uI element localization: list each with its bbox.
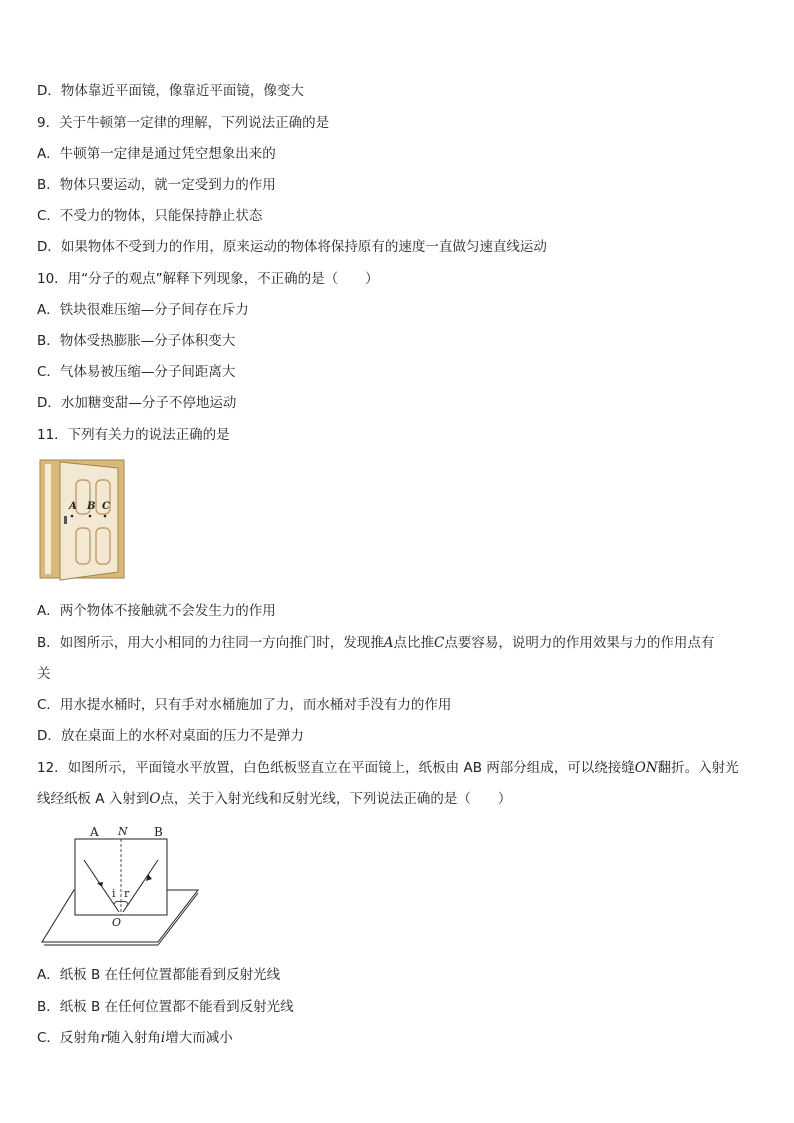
q11-stem: 11．下列有关力的说法正确的是 bbox=[37, 427, 230, 443]
q10-option-b: B．物体受热膨胀—分子体积变大 bbox=[37, 333, 236, 349]
door-figure bbox=[38, 458, 126, 582]
q9-option-c: C．不受力的物体，只能保持静止状态 bbox=[37, 208, 263, 224]
q12-option-c: C．反射角r随入射角i增大而减小 bbox=[37, 1030, 233, 1046]
q10-option-d: D．水加糖变甜—分子不停地运动 bbox=[37, 395, 237, 411]
door-label-b: B bbox=[87, 501, 96, 512]
board-label-n: N bbox=[118, 825, 128, 838]
door-point-b bbox=[89, 515, 92, 518]
point-label-o: O bbox=[112, 916, 122, 929]
q11-option-d: D．放在桌面上的水杯对桌面的压力不是弹力 bbox=[37, 728, 304, 744]
board-label-b: B bbox=[154, 825, 163, 839]
q12-option-b: B．纸板 B 在任何位置都不能看到反射光线 bbox=[37, 999, 294, 1015]
q9-option-a: A．牛顿第一定律是通过凭空想象出来的 bbox=[37, 146, 276, 162]
door-label-a: A bbox=[69, 501, 77, 512]
q10-option-c: C．气体易被压缩—分子间距离大 bbox=[37, 364, 236, 380]
q12-stem: 12．如图所示，平面镜水平放置，白色纸板竖直立在平面镜上，纸板由 AB 两部分组成，可以绕接缝ON翻折。入射光 bbox=[37, 760, 739, 776]
door-point-a bbox=[71, 515, 74, 518]
q11-option-c: C．用水提水桶时，只有手对水桶施加了力，而水桶对手没有力的作用 bbox=[37, 697, 452, 713]
q10-option-a: A．铁块很难压缩—分子间存在斥力 bbox=[37, 302, 249, 318]
angle-label-r: r bbox=[124, 887, 130, 900]
q9-option-d: D．如果物体不受到力的作用，原来运动的物体将保持原有的速度一直做匀速直线运动 bbox=[37, 239, 547, 255]
q8-option-d: D．物体靠近平面镜，像靠近平面镜，像变大 bbox=[37, 83, 304, 99]
q9-stem: 9．关于牛顿第一定律的理解，下列说法正确的是 bbox=[37, 115, 330, 131]
door-label-c: C bbox=[102, 501, 110, 512]
q12-stem-cont: 线经纸板 A 入射到O点，关于入射光线和反射光线，下列说法正确的是（ ） bbox=[37, 791, 512, 807]
door-point-c bbox=[104, 515, 107, 518]
door-handle-icon bbox=[64, 516, 67, 524]
q10-stem: 10．用“分子的观点”解释下列现象，不正确的是（ ） bbox=[37, 271, 379, 287]
q12-option-a: A．纸板 B 在任何位置都能看到反射光线 bbox=[37, 967, 281, 983]
angle-label-i: i bbox=[112, 887, 116, 900]
q11-option-b-cont: 关 bbox=[37, 666, 51, 682]
door-opening bbox=[45, 464, 51, 574]
q9-option-b: B．物体只要运动，就一定受到力的作用 bbox=[37, 177, 276, 193]
q11-option-a: A．两个物体不接触就不会发生力的作用 bbox=[37, 603, 276, 619]
board-label-a: A bbox=[90, 825, 99, 839]
mirror-figure bbox=[38, 820, 202, 950]
q11-option-b: B．如图所示，用大小相同的力往同一方向推门时，发现推A点比推C点要容易，说明力的作用效果与力的作用点有 bbox=[37, 635, 715, 651]
